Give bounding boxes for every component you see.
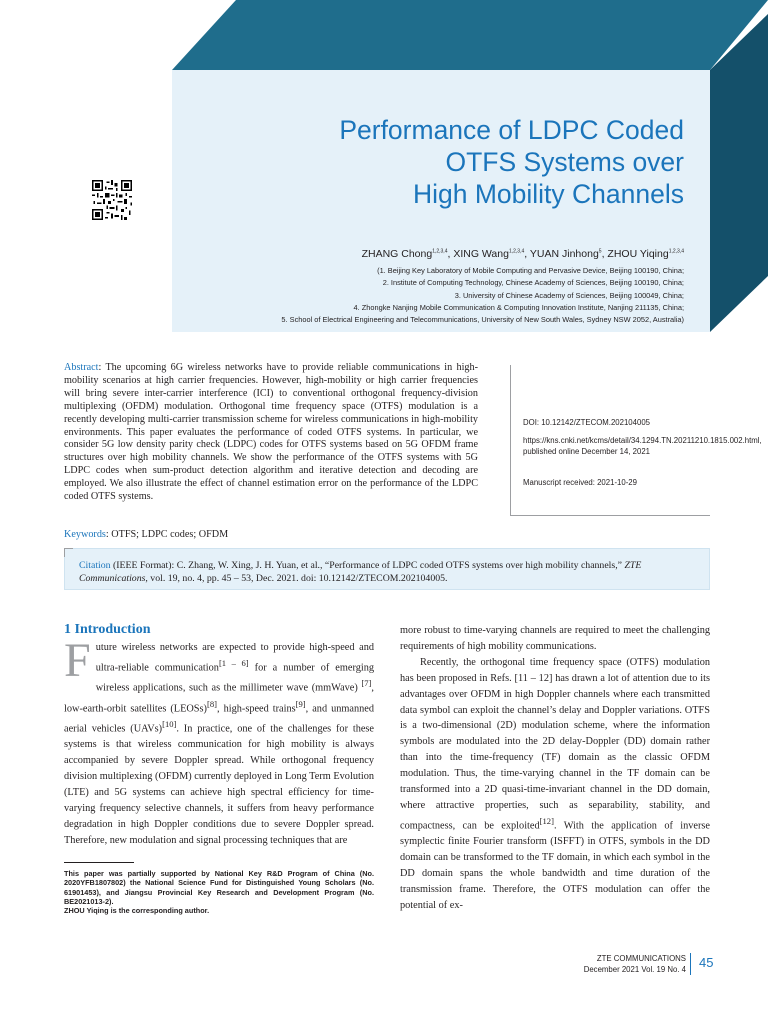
title-line: Performance of LDPC Coded — [339, 115, 684, 145]
author-name: ZHANG Chong — [361, 248, 433, 260]
doi-text: DOI: 10.12142/ZTECOM.202104005 — [523, 418, 650, 427]
citation-ref: [9] — [295, 698, 306, 709]
abstract: Abstract: The upcoming 6G wireless networks have to provide reliable communications in high-mobility scenarios at high carrier frequencies. However, high-mobility or high carrier frequencies will bring severe inter-carrier interference (ICI) to conventional orthogonal frequency-division multiplexing (OFDM) modulation. Orthogonal time frequency space (OTFS) modulation is a recently developing multi-carrier transmission scheme for wireless communications in high-mobility environments. This paper evaluates the performance of coded OTFS systems. In particular, we consider 5G low density parity check (LDPC) codes for OTFS systems based on 5G OFDM frame structures over high mobility channels. We show the performance of the OTFS systems with 5G LDPC codes when sum-product detection algorithm and iterative detection and decoding are employed. We also illustrate the effect of channel estimation error on the performance of the LDPC coded OTFS systems. — [64, 362, 478, 503]
author-name: ZHOU Yiqing — [607, 248, 669, 260]
author-list: ZHANG Chong$^{1,2,3,4}$, XING Wang$^{1,2,3,4}$, YUAN Jinhong$^5$, ZHOU Yiqing$^{1,2,3,4}$ — [361, 248, 684, 260]
affiliations — [281, 265, 684, 326]
funding-footnote — [64, 869, 374, 915]
affiliation-line: 5. School of Electrical Engineering and Telecommunications, University of New South Wales, Sydney NSW 2052, Australia) — [281, 315, 684, 325]
intro-paragraph — [64, 634, 374, 849]
citation-corner — [64, 548, 73, 557]
body-column-right — [400, 623, 710, 914]
text-run: Recently, the orthogonal time frequency space (OTFS) modulation has been proposed in Refs. [11 – 12] has drawn a lot of attention due to its advantages over OFDM in high Doppler channels where each transmitted data symbol can exploit the channel’s delay and Doppler variations. OTFS is a two-dimensional (2D) modulation scheme, where the information symbols are modulated into the 2D delay-Doppler (DD) domain rather than into the time-frequency (TF) domain as the classic OFDM modulation. Thus, the time-varying channel in the TF domain can be transformed into a 2D quasi-time-invariant channel in the DD domain, where attractive properties, such as separability, stability, and compactness, can be exploited — [400, 656, 710, 832]
footer-divider — [690, 953, 691, 975]
citation-ref: [12] — [539, 815, 554, 826]
section-heading: 1 Introduction — [64, 622, 151, 637]
author-name: YUAN Jinhong — [529, 248, 599, 260]
body-paragraph: more robust to time-varying channels are required to meet the challenging requirements of high mobility communications. — [400, 625, 710, 652]
abstract-text: The upcoming 6G wireless networks have to provide reliable communications in high-mobility scenarios at high carrier frequencies. However, high-mobility or high carrier frequencies will bring severe inter-carrier interference (ICI) to conventional orthogonal frequency-division multiplexing (OFDM) modulation. Orthogonal time frequency space (OTFS) modulation is a recently developing multi-carrier transmission scheme for wireless communications in high-mobility environments. This paper evaluates the performance of coded OTFS systems. In particular, we consider 5G low density parity check (LDPC) codes for OTFS systems based on 5G OFDM frame structures over high mobility channels. We show the performance of the OTFS systems with 5G LDPC codes when sum-product detection algorithm and iterative detection and decoding are employed. We also illustrate the effect of channel estimation error on the performance of the LDPC coded OTFS systems. — [64, 362, 478, 503]
footnote-line: This paper was partially supported by National Key R&D Program of China (No. 2020YFB1807802) the National Science Fund for Distinguished Young Scholars (No. 61901453), and Jiangsu Provincial Key Research and Development Program (No. BE2021013-2). — [64, 869, 374, 906]
citation-ref: [10] — [162, 718, 177, 729]
title-line: High Mobility Channels — [412, 179, 684, 209]
affiliation-line: 3. University of Chinese Academy of Sciences, Beijing 100049, China; — [454, 290, 684, 300]
text-run: uture wireless networks are expected to provide high-speed and ultra-reliable communication — [95, 642, 374, 674]
cnki-url-link[interactable]: https://kns.cnki.net/kcms/detail/34.1294.TN.20211210.1815.002.html, published online December 14, 2021 — [523, 436, 762, 457]
keywords: Keywords: OTFS; LDPC codes; OFDM — [64, 529, 229, 540]
keywords-text: OTFS; LDPC codes; OFDM — [111, 529, 229, 540]
text-run: , high-speed trains — [217, 702, 296, 714]
received-date: Manuscript received: 2021-10-29 — [523, 478, 637, 487]
text-run: , low-earth-orbit satellites (LEOSs) — [64, 682, 374, 714]
footnote-line: ZHOU Yiqing is the corresponding author. — [64, 906, 210, 916]
text-run: for a number of emerging wireless applications, such as the millimeter wave (mmWave) — [95, 662, 374, 694]
footer-journal: ZTE COMMUNICATIONS — [596, 954, 686, 963]
header-box-top — [172, 0, 768, 70]
citation-ref: [7] — [361, 678, 372, 689]
author-affil-ref: 1,2,3,4 — [668, 248, 684, 255]
citation-box — [64, 548, 710, 590]
page-number: 45 — [699, 955, 714, 970]
drop-cap: F — [64, 634, 91, 687]
body-paragraph — [400, 655, 710, 914]
keywords-label: Keywords — [64, 529, 106, 540]
title-line: OTFS Systems over — [445, 147, 684, 177]
footnote-divider — [64, 862, 134, 863]
citation-part: , vol. 19, no. 4, pp. 45 – 53, Dec. 2021. doi: 10.12142/ZTECOM.202104005. — [145, 572, 448, 584]
citation-part: (IEEE Format): C. Zhang, W. Xing, J. H. Yuan, et al., “Performance of LDPC coded OTFS systems over high mobility channels,” — [110, 560, 623, 571]
citation-journal: ZTE Communications — [79, 560, 642, 584]
citation-ref: [1 – 6] — [218, 657, 249, 668]
text-run: . In practice, one of the challenges for these systems is that wireless communication for high mobility is always accompanied by severe Doppler spread. While orthogonal frequency division multiplexing (OFDM) currently deployed in Long Term Evolution (LTE) and 5G systems can achieve high spectral efficiency for time-varying frequency selective channels, it suffers from heavy performance degradation in high Doppler conditions due to severe Doppler spread. Therefore, new modulation and signal processing techniques that are — [64, 723, 374, 846]
text-run: . With the application of inverse symplectic finite Fourier transform (ISFFT) in OTFS, symbols in the DD domain can be transformed to the TF domain, in which each symbol in the DD domain spans the whole bandwidth and time duration of the transmission frame. Therefore, the OTFS modulation can offer the potential of ex- — [400, 820, 711, 911]
doi-info-box — [510, 365, 762, 516]
author-affil-ref: 1,2,3,4 — [508, 248, 525, 255]
paper-title — [224, 114, 684, 210]
author-affil-ref: 1,2,3,4 — [432, 248, 448, 255]
affiliation-line: 2. Institute of Computing Technology, Chinese Academy of Sciences, Beijing 100190, China; — [382, 278, 684, 288]
author-affil-ref: 5 — [598, 248, 602, 255]
affiliation-line: (1. Beijing Key Laboratory of Mobile Computing and Pervasive Device, Beijing 100190, China; — [377, 266, 684, 275]
abstract-label: Abstract — [64, 362, 99, 373]
citation-label: Citation — [79, 560, 111, 571]
page-footer — [584, 954, 686, 975]
affiliation-line: 4. Zhongke Nanjing Mobile Communication & Computing Innovation Institute, Nanjing 211135, China; — [353, 302, 684, 312]
author-name: XING Wang — [453, 248, 509, 260]
citation-text — [79, 560, 705, 586]
body-column-left — [64, 634, 374, 849]
qr-code-icon[interactable] — [92, 180, 132, 220]
citation-ref: [8] — [206, 698, 217, 709]
footer-issue: December 2021 Vol. 19 No. 4 — [583, 964, 686, 974]
text-run: , and unmanned aerial vehicles (UAVs) — [64, 702, 374, 735]
